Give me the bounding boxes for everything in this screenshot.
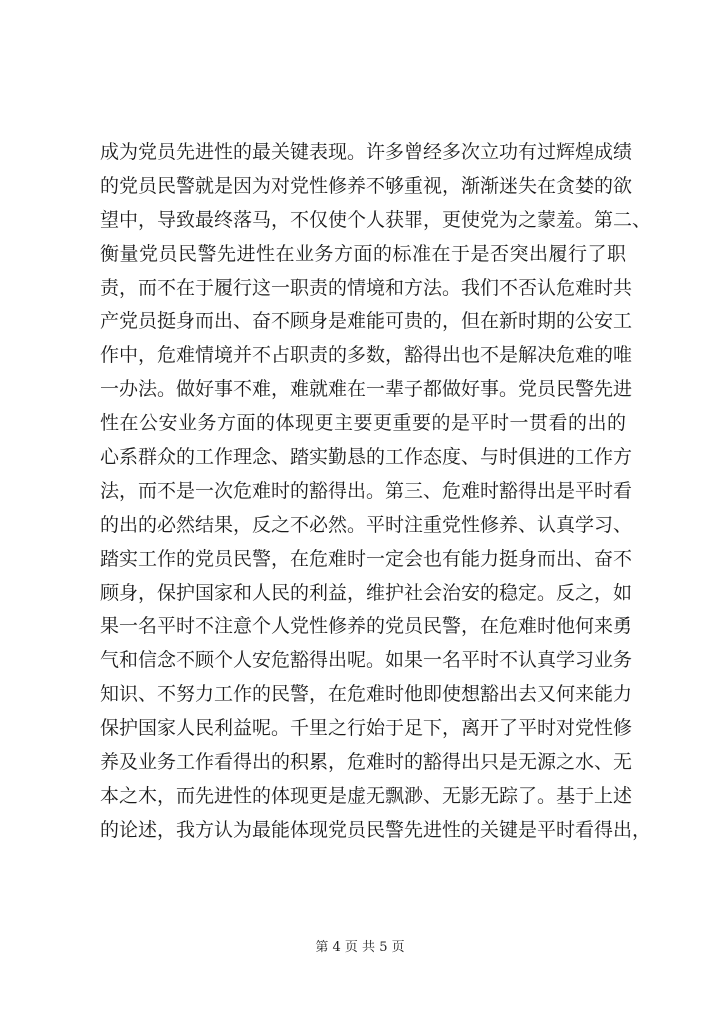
text-line: 知识、不努力工作的民警，在危难时他即使想豁出去又何来能力 — [100, 683, 633, 706]
text-line: 的出的必然结果，反之不必然。平时注重党性修养、认真学习、 — [100, 513, 633, 536]
text-line: 作中，危难情境并不占职责的多数，豁得出也不是解决危难的唯 — [100, 344, 633, 367]
page-number-footer: 第 4 页 共 5 页 — [315, 940, 405, 955]
text-line: 保护国家人民利益呢。千里之行始于足下，离开了平时对党性修 — [100, 717, 633, 740]
text-line: 养及业务工作看得出的积累，危难时的豁得出只是无源之水、无 — [100, 751, 633, 774]
text-line: 望中，导致最终落马，不仅使个人获罪，更使党为之蒙羞。第二、 — [100, 208, 652, 231]
text-line: 产党员挺身而出、奋不顾身是难能可贵的，但在新时期的公安工 — [100, 310, 633, 333]
text-line: 的论述，我方认为最能体现党员民警先进性的关键是平时看得出， — [100, 818, 652, 841]
text-line: 气和信念不顾个人安危豁得出呢。如果一名平时不认真学习业务 — [100, 649, 633, 672]
text-line: 成为党员先进性的最关键表现。许多曾经多次立功有过辉煌成绩 — [100, 141, 633, 163]
text-line: 性在公安业务方面的体现更主要更重要的是平时一贯看的出的 — [100, 412, 626, 435]
text-line: 法，而不是一次危难时的豁得出。第三、危难时豁得出是平时看 — [100, 479, 633, 502]
text-line: 顾身，保护国家和人民的利益，维护社会治安的稳定。反之，如 — [100, 581, 633, 604]
text-line: 衡量党员民警先进性在业务方面的标准在于是否突出履行了职 — [100, 242, 626, 265]
text-line: 踏实工作的党员民警，在危难时一定会也有能力挺身而出、奋不 — [100, 547, 633, 570]
text-line: 果一名平时不注意个人党性修养的党员民警，在危难时他何来勇 — [100, 615, 633, 638]
text-line: 的党员民警就是因为对党性修养不够重视，渐渐迷失在贪婪的欲 — [100, 174, 633, 197]
document-body — [100, 136, 652, 848]
text-line: 一办法。做好事不难，难就难在一辈子都做好事。党员民警先进 — [100, 378, 633, 401]
text-line: 责，而不在于履行这一职责的情境和方法。我们不否认危难时共 — [100, 276, 633, 299]
text-line: 心系群众的工作理念、踏实勤恳的工作态度、与时俱进的工作方 — [100, 446, 633, 469]
text-line: 本之木，而先进性的体现更是虚无飘渺、无影无踪了。基于上述 — [100, 784, 633, 807]
